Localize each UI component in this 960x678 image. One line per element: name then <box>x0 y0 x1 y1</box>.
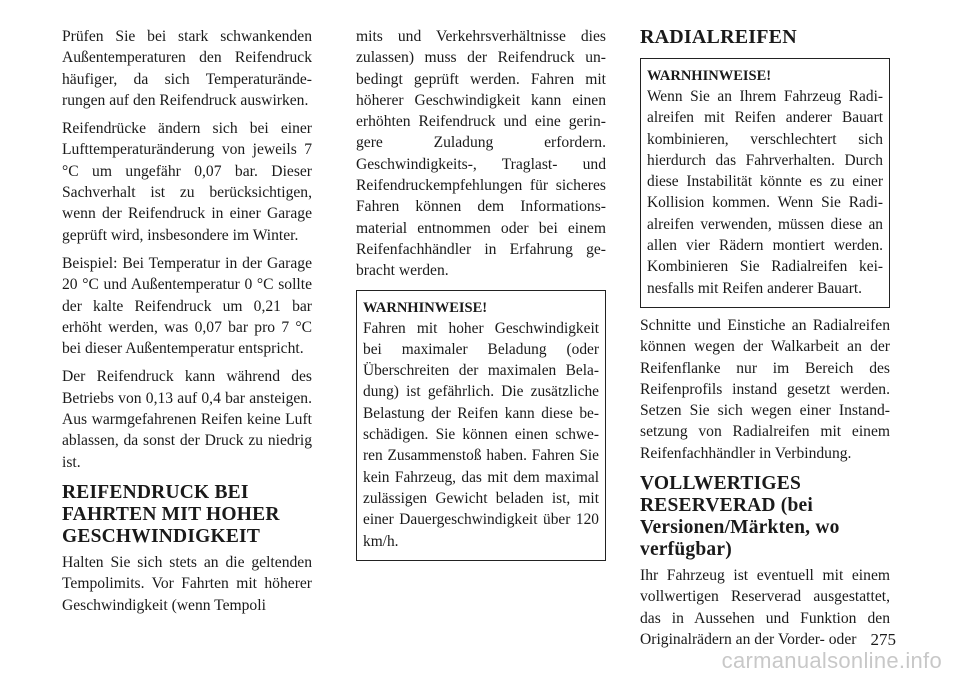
watermark: carmanualsonline.info <box>721 648 942 673</box>
heading-high-speed-pressure: REIFENDRUCK BEI FAHRTEN MIT HOHER GESCHWINDIGKEIT <box>62 481 280 547</box>
paragraph-full-spare: Ihr Fahrzeug ist eventuell mit einem vollwertigen Reserverad ausgestattet, das in Aussehen und Funktion den Originalrädern an der Vorder- oder <box>640 567 890 648</box>
paragraph-example: Beispiel: Bei Temperatur in der Garage 20 °C und Außentemperatur 0 °C sollte der kalte Reifendruck um 0,21 bar erhöht werden, was 0,07 bar pro 7 °C bei dieser Außentemperatur entspricht. <box>62 254 312 358</box>
paragraph-operating-pressure: Der Reifendruck kann während des Betriebs von 0,13 auf 0,4 bar ansteigen. Aus warmgefahrenen Reifen keine Luft ablassen, da sonst der Druck zu niedrig ist. <box>62 368 312 471</box>
paragraph-pressure-change: Reifendrücke ändern sich bei einer Lufttemperaturänderung von jeweils 7 °C um ungefähr 0,07 bar. Dieser Sachverhalt ist zu berücksichtigen, wenn der Reifendruck in einer Garage geprüft wird, insbesondere im Winter. <box>62 120 312 244</box>
column-right <box>640 26 890 657</box>
paragraph-speed-continued: mits und Verkehrsverhältnisse dies zulassen) muss der Reifendruck unbedingt geprüft werden. Fahren mit höherer Geschwindigkeit kann einen erhöhten Reifendruck und eine geringere Zuladung erfordern. Geschwindigkeits-, Traglast- und Reifendruckempfehlungen für sicheres Fahren können dem Informationsmaterial entnommen oder bei einem Reifenfachhändler in Erfahrung gebracht werden. <box>356 28 606 280</box>
heading-radial-tires: RADIALREIFEN <box>640 26 797 48</box>
heading-full-spare: VOLLWERTIGES RESERVERAD (bei Versionen/Märkten, wo verfügbar) <box>640 473 840 561</box>
warning-text: Wenn Sie an Ihrem Fahrzeug Radialreifen mit Reifen anderer Bauart kombinieren, verschlechtert sich hierdurch das Fahrverhalten. Durch diese Instabilität könnte es zu einer Kollision kommen. Wenn Sie Radialreifen verwenden, müssen diese an allen vier Rädern montiert werden. Kombinieren Sie Radialreifen keinesfalls mit Reifen anderer Bauart. <box>647 88 883 297</box>
page-number: 275 <box>870 630 896 649</box>
warning-title: WARNHINWEISE! <box>363 299 488 316</box>
paragraph-radial-repair: Schnitte und Einstiche an Radialreifen können wegen der Walkarbeit an der Reifenflanke nur im Bereich des Reifenprofils instand gesetzt werden. Setzen Sie sich wegen einer Instandsetzung von Radialreifen mit einem Reifenfachhändler in Verbindung. <box>640 316 890 462</box>
warning-text: Fahren mit hoher Geschwindigkeit bei maximaler Beladung (oder Überschreiten der maximalen Beladung) ist gefährlich. Die zusätzliche Belastung der Reifen kann diese beschädigen. Sie können einen schweren Zusammenstoß haben. Fahren Sie kein Fahrzeug, das mit dem maximal zulässigen Gewicht beladen ist, mit einer Dauergeschwindigkeit über 120 km/h. <box>363 319 599 550</box>
column-left <box>62 26 312 623</box>
paragraph-speed-limits: Halten Sie sich stets an die geltenden Tempolimits. Vor Fahrten mit höherer Geschwindigkeit (wenn Tempoli <box>62 553 312 614</box>
column-middle <box>356 26 606 568</box>
paragraph-temperature-check: Prüfen Sie bei stark schwankenden Außentemperaturen den Reifendruck häufiger, da sich Temperaturänderungen auf den Reifendruck auswirken. <box>62 28 312 109</box>
warning-box-radial <box>640 58 890 308</box>
warning-title: WARNHINWEISE! <box>647 68 772 84</box>
warning-box-high-speed <box>356 290 606 561</box>
